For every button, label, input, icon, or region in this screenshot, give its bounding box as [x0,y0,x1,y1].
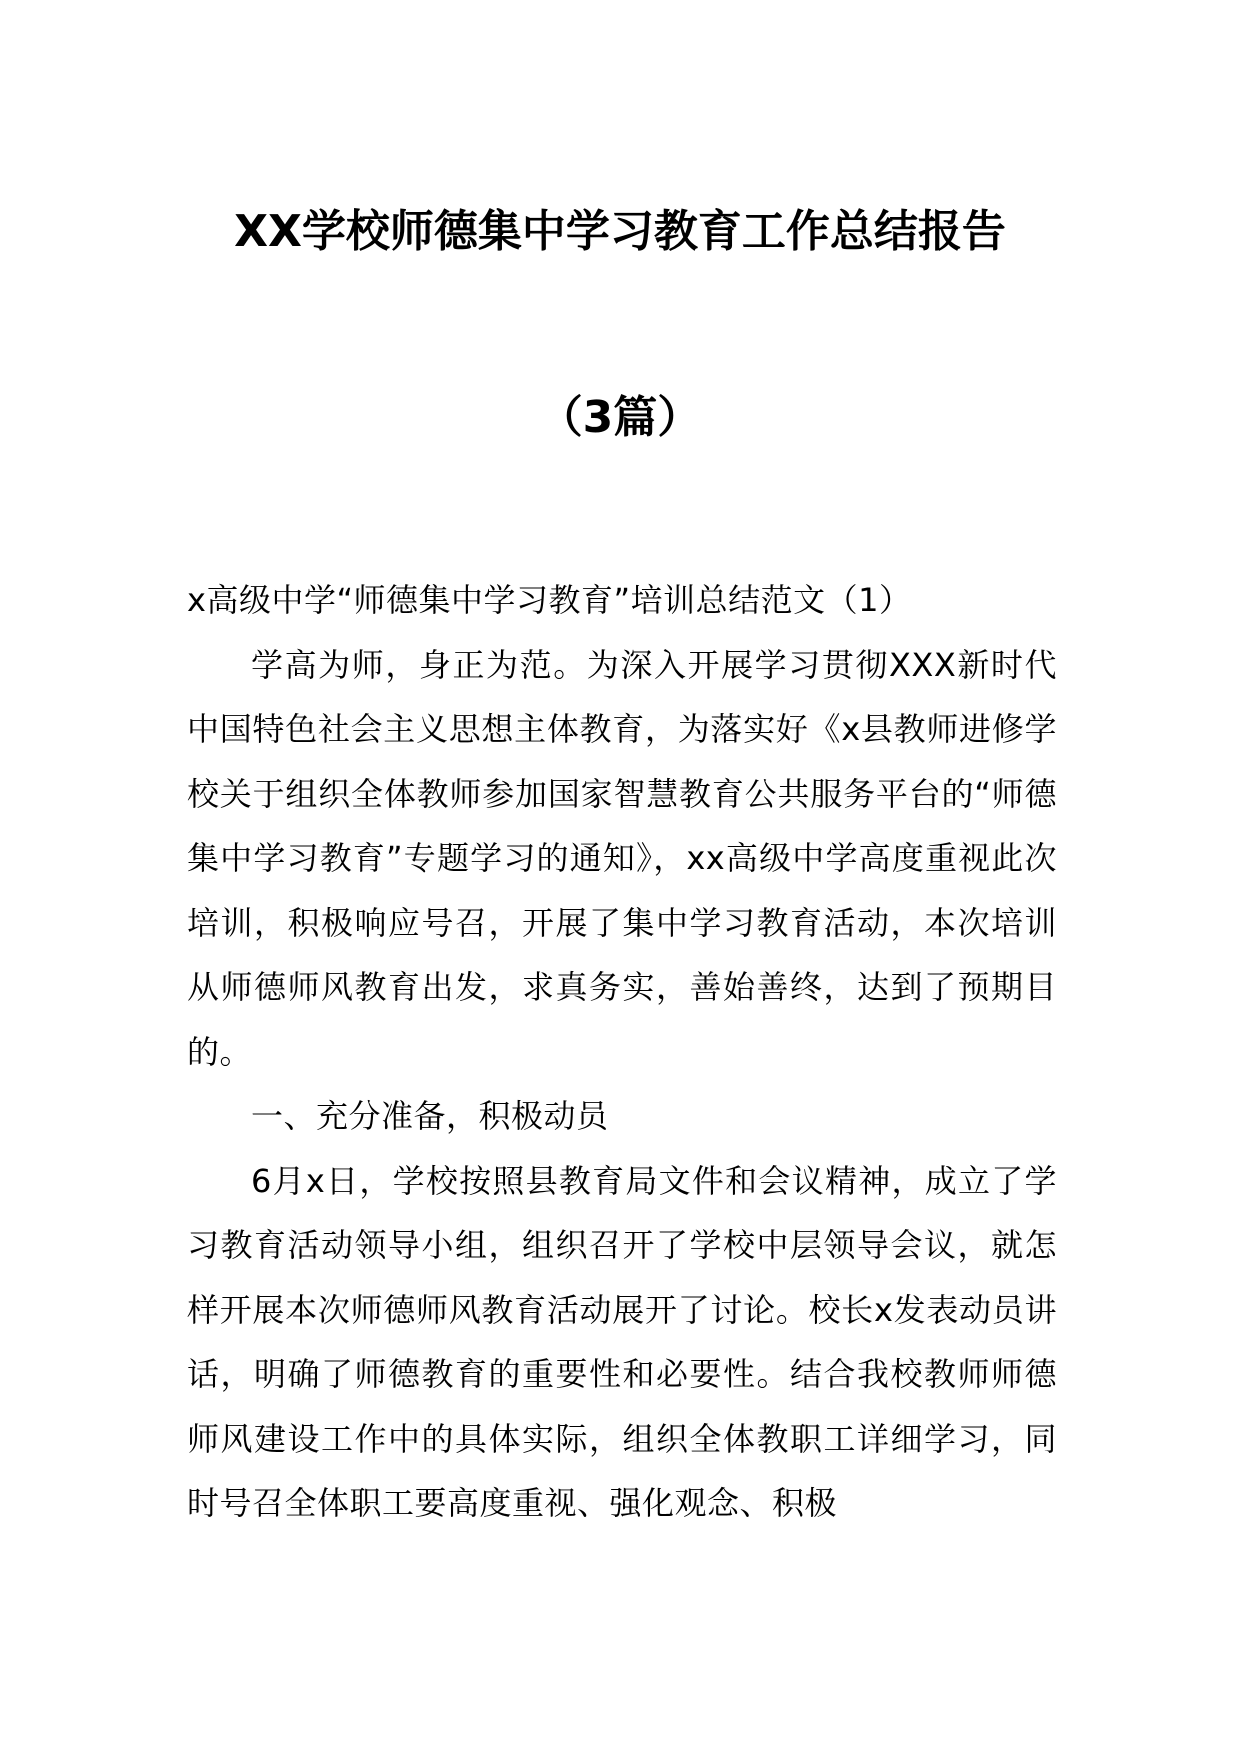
paragraph-intro: 学高为师，身正为范。为深入开展学习贯彻XXX新时代中国特色社会主义思想主体教育，为落实好《x县教师进修学校关于组织全体教师参加国家智慧教育公共服务平台的“师德集中学习教育”专题学习的通知》，xx高级中学高度重视此次培训，积极响应号召，开展了集中学习教育活动，本次培训从师德师风教育出发，求真务实，善始善终，达到了预期目的。 [187,645,1057,1071]
paragraph-section-1: 6月x日，学校按照县教育局文件和会议精神，成立了学习教育活动领导小组，组织召开了学校中层领导会议，就怎样开展本次师德师风教育活动展开了讨论。校长x发表动员讲话，明确了师德教育的重要性和必要性。结合我校教师师德师风建设工作中的具体实际，组织全体教职工详细学习，同时号召全体职工要高度重视、强化观念、积极 [187,1161,1057,1522]
document-title: XX学校师德集中学习教育工作总结报告 [234,206,1006,257]
section-heading-1: 一、充分准备，积极动员 [251,1097,609,1135]
document-body [187,568,1057,1536]
article-heading: x高级中学“师德集中学习教育”培训总结范文（1） [187,581,912,619]
document-subtitle: （3篇） [538,392,702,443]
